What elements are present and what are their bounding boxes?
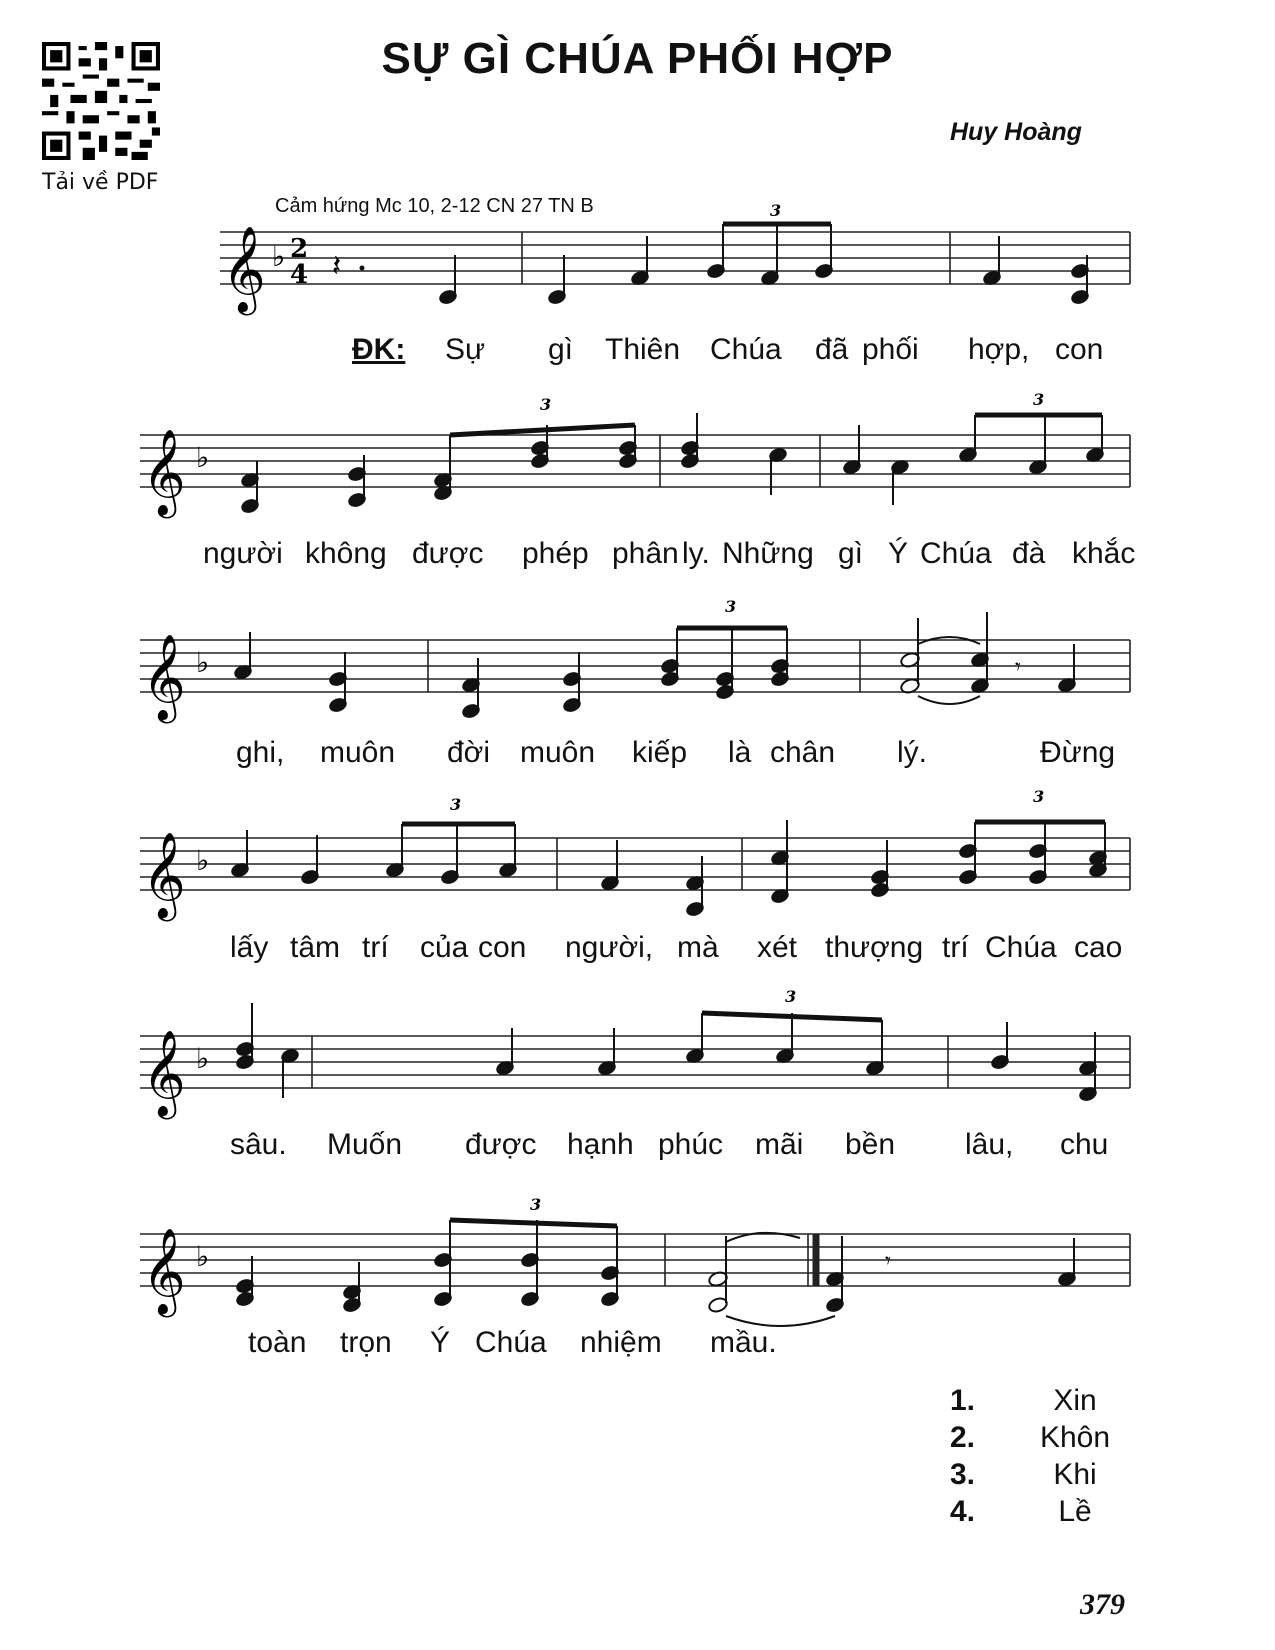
lyrics-line-6 [0,1326,1275,1366]
svg-text:2: 2 [290,234,309,264]
scripture-source: Cảm hứng Mc 10, 2-12 CN 27 TN B [275,195,594,217]
lyric-word: sâu. [230,1128,287,1161]
music-staff-3 [0,597,1275,742]
verse-first-word: Xin [1053,1384,1097,1417]
treble-clef-icon: 𝄞 [142,1030,186,1116]
svg-text:4: 4 [290,260,309,290]
verse-list [950,1382,1130,1530]
music-staff-1 [0,200,1275,330]
rest-icon: 𝄾 [1015,655,1021,680]
composer-name: Huy Hoàng [950,118,1082,146]
verse-number: 4. [950,1495,976,1528]
flat-icon: ♭ [272,240,286,273]
lyric-word: bền [845,1128,896,1161]
lyric-word: được [465,1128,537,1161]
lyrics-line-2 [0,537,1275,577]
verse-number: 2. [950,1421,976,1454]
lyric-word: xét [757,931,798,964]
flat-icon: ♭ [196,1240,210,1273]
lyric-word: chân [770,736,836,769]
rest-icon: 𝄽 [332,249,342,284]
lyric-word: của [420,931,469,964]
lyric-word: Muốn [327,1128,403,1161]
lyrics-line-5 [0,1128,1275,1168]
verse-first-word: Lề [1058,1495,1092,1528]
lyric-word: Chúa [920,537,992,570]
lyric-word: muôn [320,736,396,769]
lyric-word: đời [447,736,491,769]
lyric-word: nhiệm [580,1326,662,1359]
lyric-word: con [1055,333,1104,366]
lyric-word: lấy [230,931,269,964]
treble-clef-icon: 𝄞 [142,1228,186,1314]
verse-first-word: Khôn [1039,1421,1111,1454]
lyric-word: Ý [430,1326,451,1359]
chorus-label: ĐK: [352,333,406,366]
lyric-word: kiếp [632,736,688,769]
lyric-word: toàn [248,1326,307,1359]
lyric-word: Ý [888,537,909,570]
song-title: SỰ GÌ CHÚA PHỐI HỢP [381,34,894,83]
lyric-word: Chúa [710,333,782,366]
lyric-word: thượng [825,931,924,964]
treble-clef-icon: 𝄞 [142,832,186,918]
lyric-word: được [412,537,484,570]
lyrics-line-1 [0,333,1275,373]
lyric-word: con [478,931,527,964]
music-staff-6 [0,1195,1275,1336]
page-number: 379 [1080,1588,1125,1621]
lyric-word: Thiên [605,333,681,366]
lyric-word: mãi [755,1128,804,1161]
lyrics-line-4 [0,931,1275,971]
lyric-word: muôn [520,736,596,769]
verse-item [950,1419,1130,1456]
svg-text:3: 3 [785,987,797,1006]
lyric-word: gì [838,537,864,570]
lyric-word: lý. [897,736,927,769]
lyric-word: Chúa [985,931,1057,964]
lyric-word: Sự [445,333,486,366]
svg-text:3: 3 [530,1195,542,1214]
lyric-word: gì [548,333,574,366]
lyric-word: tâm [290,931,341,964]
lyric-word: Chúa [475,1326,547,1359]
treble-clef-icon: 𝄞 [222,226,266,312]
lyric-word: phối [862,333,919,366]
verse-item [950,1456,1130,1493]
lyric-word: trí [362,931,389,964]
lyric-word: người [203,537,283,570]
lyric-word: hợp, [968,333,1030,366]
svg-text:3: 3 [540,395,552,414]
treble-clef-icon: 𝄞 [142,634,186,720]
download-pdf-label[interactable]: Tải về PDF [42,170,159,195]
verse-item [950,1382,1130,1419]
music-staff-5 [0,987,1275,1138]
lyric-word: trí [942,931,969,964]
rest-icon: 𝄾 [885,1249,891,1274]
lyric-word: trọn [340,1326,392,1359]
verse-item [950,1493,1130,1530]
flat-icon: ♭ [196,646,210,679]
treble-clef-icon: 𝄞 [142,429,186,515]
flat-icon: ♭ [196,441,210,474]
lyrics-line-3 [0,736,1275,776]
music-staff-4 [0,787,1275,940]
lyric-word: đà [1012,537,1046,570]
lyric-word: chu [1060,1128,1109,1161]
svg-text:3: 3 [770,201,782,220]
lyric-word: phúc [658,1128,724,1161]
verse-number: 1. [950,1384,976,1417]
lyric-word: ghi, [236,736,285,769]
lyric-word: lâu, [965,1128,1014,1161]
lyric-word: khắc [1072,537,1136,570]
lyric-word: mà [677,931,719,964]
flat-icon: ♭ [196,1042,210,1075]
lyric-word: hạnh [567,1128,634,1161]
lyric-word: cao [1074,931,1123,964]
verse-first-word: Khi [1053,1458,1097,1491]
svg-text:3: 3 [1033,787,1045,806]
lyric-word: người, [565,931,654,964]
lyric-word: Những [722,537,814,570]
lyric-word: Đừng [1040,736,1116,769]
music-staff-2 [0,390,1275,535]
svg-text:3: 3 [1033,390,1045,409]
lyric-word: mầu. [710,1326,777,1359]
svg-text:3: 3 [725,597,737,616]
lyric-word: là [728,736,752,769]
flat-icon: ♭ [196,844,210,877]
lyric-word: phép [522,537,589,570]
lyric-word: không [305,537,387,570]
lyric-word: ly. [682,537,710,570]
lyric-word: phân [612,537,679,570]
lyric-word: đã [815,333,849,366]
svg-text:3: 3 [450,795,462,814]
verse-number: 3. [950,1458,976,1491]
